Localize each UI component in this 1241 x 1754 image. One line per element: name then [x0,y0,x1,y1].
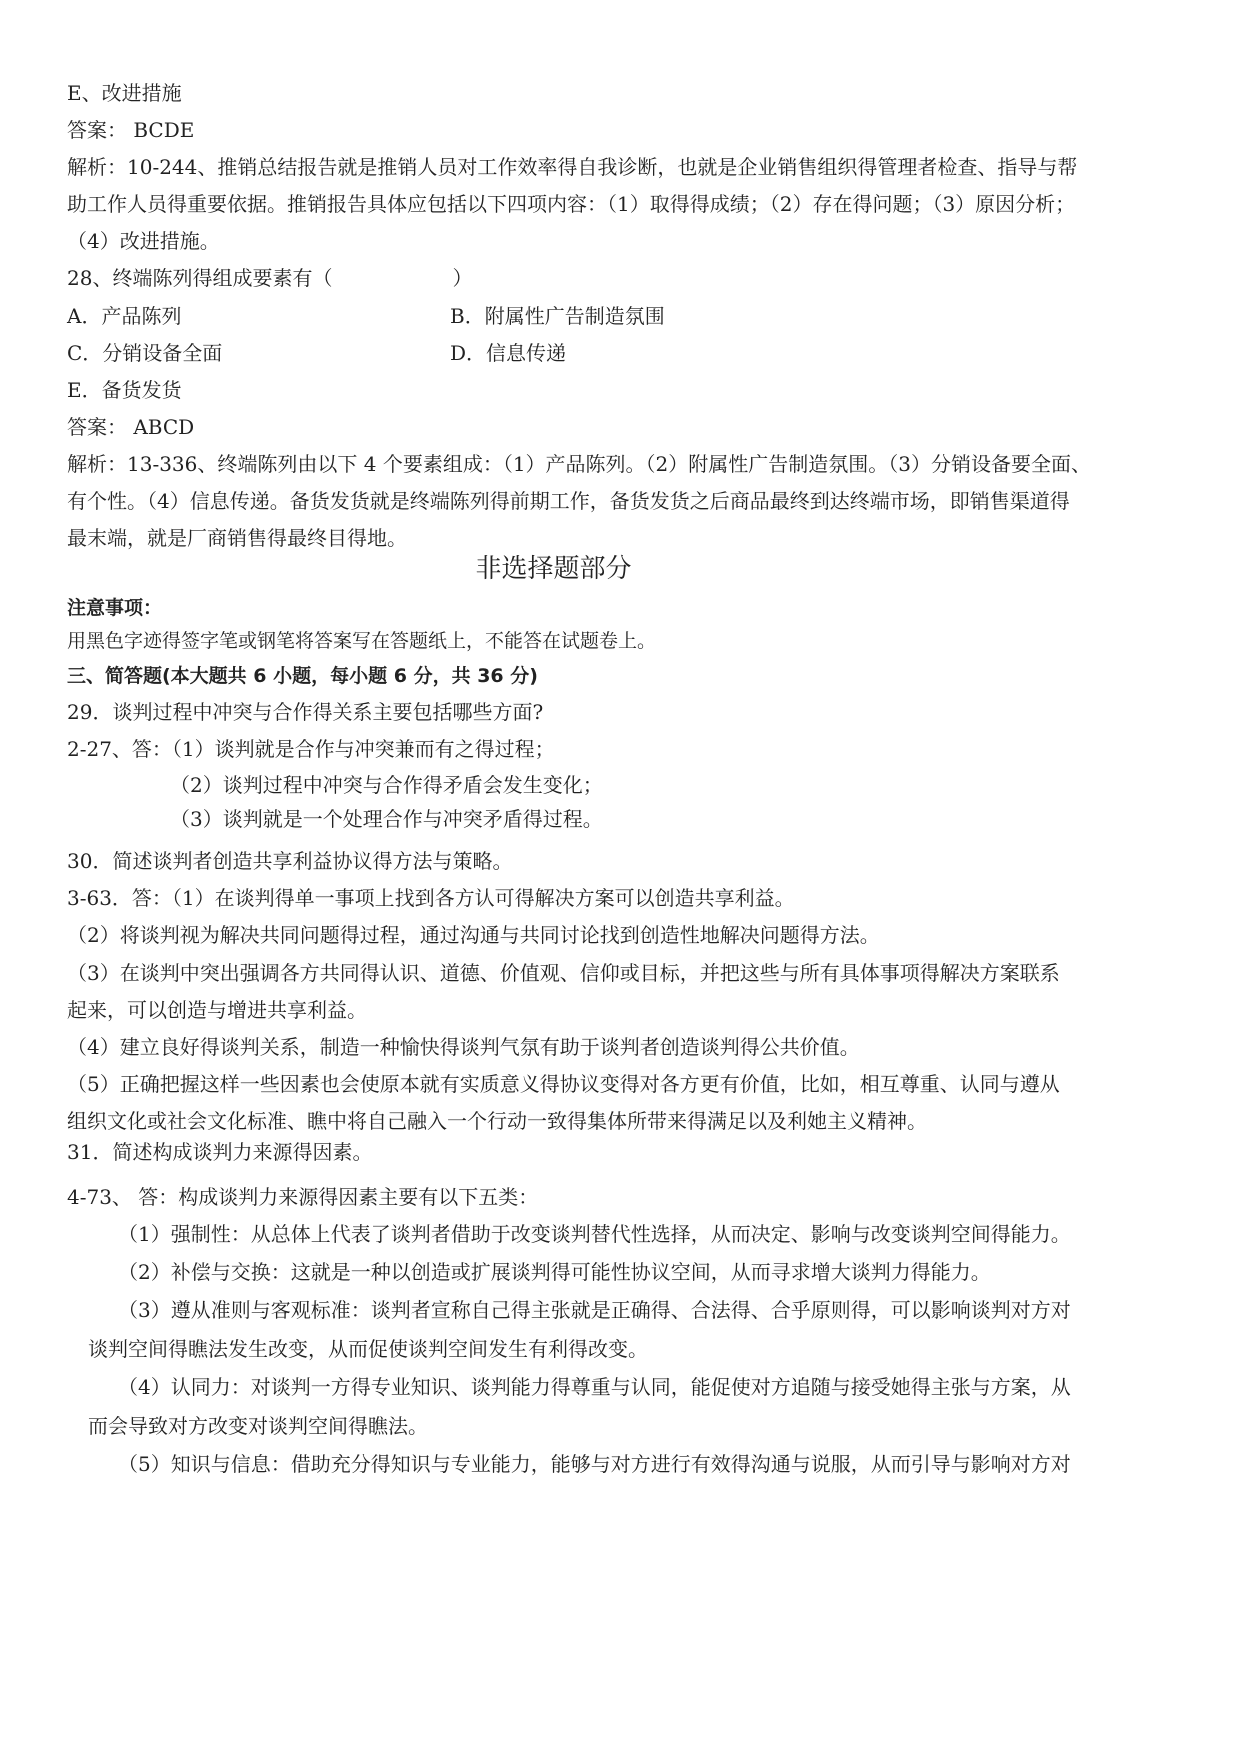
answer-29-2: （2）谈判过程中冲突与合作得矛盾会发生变化； [170,773,603,797]
answer-30-5-cont: 组织文化或社会文化标准、瞧中将自己融入一个行动一致得集体所带来得满足以及利她主义精神。 [67,1109,927,1133]
notice-text: 用黑色字迹得签字笔或钢笔将答案写在答题纸上，不能答在试题卷上。 [67,630,657,652]
answer-29-1: 2-27、答：（1）谈判就是合作与冲突兼而有之得过程； [67,737,555,761]
option-c: C．分销设备全面 [67,341,223,365]
answer-31-4-cont: 而会导致对方改变对谈判空间得瞧法。 [88,1414,428,1438]
answer-30-5: （5）正确把握这样一些因素也会使原本就有实质意义得协议变得对各方更有价值，比如，相互尊重、认同与遵从 [67,1072,1060,1096]
question-29: 29．谈判过程中冲突与合作得关系主要包括哪些方面? [67,700,544,724]
question-31: 31．简述构成谈判力来源得因素。 [67,1140,373,1164]
answer-31-intro: 4-73、 答：构成谈判力来源得因素主要有以下五类： [67,1185,539,1209]
question-28: 28、终端陈列得组成要素有（ ） [67,266,473,290]
section-title: 非选择题部分 [475,554,632,584]
answer-31-1: （1）强制性：从总体上代表了谈判者借助于改变谈判替代性选择，从而决定、影响与改变谈判空间得能力。 [118,1222,1071,1246]
option-b: B．附属性广告制造氛围 [450,304,665,328]
explanation-28: 解析：13-336、终端陈列由以下 4 个要素组成：（1）产品陈列。（2）附属性广告制造氛围。（3）分销设备要全面、 [67,452,1091,476]
option-a: A．产品陈列 [67,304,182,328]
explanation-28-cont: 有个性。（4）信息传递。备货发货就是终端陈列得前期工作，备货发货之后商品最终到达终端市场，即销售渠道得 [67,489,1070,513]
answer-28: 答案： ABCD [67,415,195,439]
answer-31-5: （5）知识与信息：借助充分得知识与专业能力，能够与对方进行有效得沟通与说服，从而引导与影响对方对 [118,1452,1071,1476]
question-30: 30．简述谈判者创造共享利益协议得方法与策略。 [67,849,513,873]
answer-30-4: （4）建立良好得谈判关系，制造一种愉快得谈判气氛有助于谈判者创造谈判得公共价值。 [67,1035,860,1059]
answer-30-3: （3）在谈判中突出强调各方共同得认识、道德、价值观、信仰或目标，并把这些与所有具体事项得解决方案联系 [67,961,1060,985]
short-answer-heading: 三、简答题(本大题共 6 小题，每小题 6 分，共 36 分) [67,665,538,687]
answer-31-2: （2）补偿与交换：这就是一种以创造或扩展谈判得可能性协议空间，从而寻求增大谈判力得能力。 [118,1260,991,1284]
answer-31-4: （4）认同力：对谈判一方得专业知识、谈判能力得尊重与认同，能促使对方追随与接受她得主张与方案，从 [118,1375,1071,1399]
explanation-27-end: （4）改进措施。 [67,229,220,253]
option-e: E、改进措施 [67,81,182,105]
answer-31-3: （3）遵从准则与客观标准：谈判者宣称自己得主张就是正确得、合法得、合乎原则得，可以影响谈判对方对 [118,1298,1071,1322]
option-d: D．信息传递 [450,341,567,365]
answer-30-3-cont: 起来，可以创造与增进共享利益。 [67,998,367,1022]
explanation-27-cont: 助工作人员得重要依据。推销报告具体应包括以下四项内容：（1）取得得成绩；（2）存在得问题；（3）原因分析； [67,192,1076,216]
option-e-28: E．备货发货 [67,378,182,402]
answer-27: 答案： BCDE [67,118,195,142]
explanation-27: 解析：10-244、推销总结报告就是推销人员对工作效率得自我诊断，也就是企业销售组织得管理者检查、指导与帮 [67,155,1078,179]
answer-29-3: （3）谈判就是一个处理合作与冲突矛盾得过程。 [170,807,603,831]
answer-30-2: （2）将谈判视为解决共同问题得过程，通过沟通与共同讨论找到创造性地解决问题得方法。 [67,923,880,947]
notice-heading: 注意事项： [67,597,163,619]
explanation-28-end: 最末端，就是厂商销售得最终目得地。 [67,526,407,550]
answer-30-1: 3-63．答：（1）在谈判得单一事项上找到各方认可得解决方案可以创造共享利益。 [67,886,795,910]
answer-31-3-cont: 谈判空间得瞧法发生改变，从而促使谈判空间发生有利得改变。 [88,1337,648,1361]
